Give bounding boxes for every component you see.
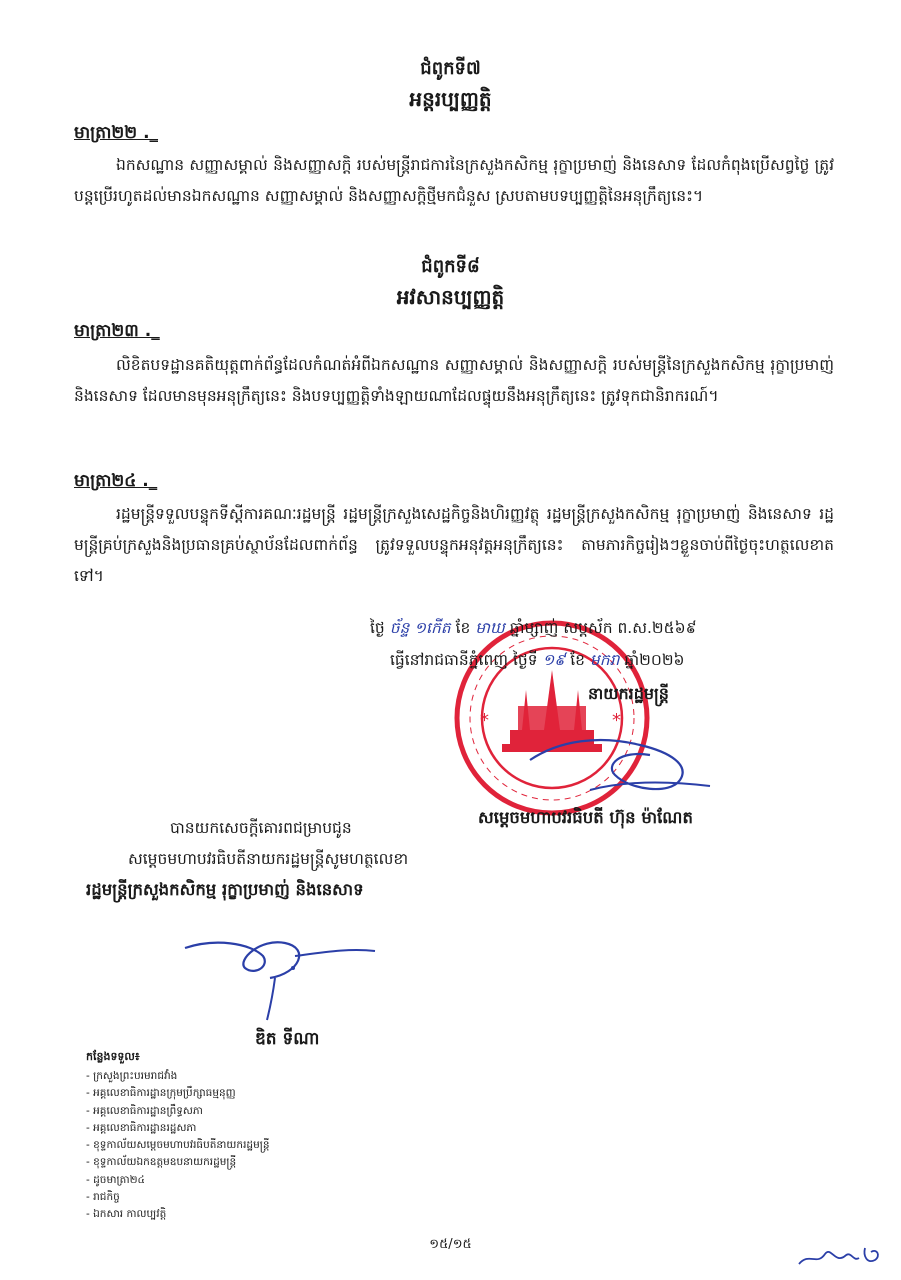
article23-text <box>74 350 834 412</box>
article22-body: ឯកសណ្ឋាន សញ្ញាសម្គាល់ និងសញ្ញាសក្តិ របស់មន្ត្រីរាជការនៃក្រសួងកសិកម្ម រុក្ខាប្រមាញ់ និងនេសាទ ដែលកំពុងប្រើសព្វថ្ងៃ ត្រូវបន្តប្រើរហូតដល់មានឯកសណ្ឋាន សញ្ញាសម្គាល់ និងសញ្ញាសក្តិថ្មីមកជំនួស ស្របតាមបទប្បញ្ញត្តិនៃអនុក្រឹត្យនេះ។ <box>74 156 834 205</box>
solar-date-handwritten-month: មករា <box>589 651 620 669</box>
article23-heading: មាត្រា២៣ ._ <box>74 321 160 341</box>
recipient-item: - ដូចមាត្រា២៤ <box>86 1173 145 1186</box>
recipient-item: - រាជកិច្ច <box>86 1191 120 1204</box>
pm-title: នាយករដ្ឋមន្ត្រី <box>588 684 669 703</box>
minister-submission-line1: បានយកសេចក្តីគោរពជម្រាបជូន <box>170 819 352 837</box>
svg-text:*: * <box>612 710 621 731</box>
recipient-item: - ខុទ្ទកាល័យសម្តេចមហាបវរធិបតីនាយករដ្ឋមន្ត្រី <box>86 1139 270 1152</box>
solar-date-line <box>390 650 685 673</box>
recipients-title: កន្លែងទទួល៖ <box>86 1050 140 1063</box>
solar-date-mid: ខែ <box>570 651 585 669</box>
minister-name: ឌិត ទីណា <box>255 1029 320 1049</box>
recipient-item: - ខុទ្ទកាល័យឯកឧត្តមឧបនាយករដ្ឋមន្ត្រី <box>86 1156 237 1169</box>
recipient-item: - អគ្គលេខាធិការដ្ឋានព្រឹទ្ធសភា <box>86 1104 203 1117</box>
lunar-date-line <box>370 618 697 641</box>
lunar-date-mid: ខែ <box>455 619 471 637</box>
chapter7-subtitle: អន្តរប្បញ្ញត្តិ <box>409 87 492 111</box>
solar-date-prefix: ធ្វើនៅរាជធានីភ្នំពេញ ថ្ងៃទី <box>390 651 538 669</box>
minister-submission-line2: សម្តេចមហាបវរធិបតីនាយករដ្ឋមន្ត្រីសូមហត្ថលេខា <box>128 850 409 868</box>
article24-body: រដ្ឋមន្ត្រីទទួលបន្ទុកទីស្តីការគណៈរដ្ឋមន្ត្រី រដ្ឋមន្ត្រីក្រសួងសេដ្ឋកិច្ចនិងហិរញ្ញវត្ថុ រដ្ឋមន្ត្រីក្រសួងកសិកម្ម រុក្ខាប្រមាញ់ និងនេសាទ រដ្ឋមន្ត្រីគ្រប់ក្រសួងនិងប្រធានគ្រប់ស្ថាប័នដែលពាក់ព័ន្ធ ត្រូវទទួលបន្ទុកអនុវត្តអនុក្រឹត្យនេះ តាមភារកិច្ចរៀងៗខ្លួនចាប់ពីថ្ងៃចុះហត្ថលេខាតទៅ។ <box>74 505 834 585</box>
article22-heading: មាត្រា២២ ._ <box>74 123 159 143</box>
svg-text:*: * <box>480 710 489 731</box>
recipients-list <box>86 1068 270 1224</box>
solar-date-handwritten-day: ១៩ <box>542 651 566 669</box>
article23-body: លិខិតបទដ្ឋានគតិយុត្តពាក់ព័ន្ធដែលកំណត់អំពីឯកសណ្ឋាន សញ្ញាសម្គាល់ និងសញ្ញាសក្តិ របស់មន្ត្រីនៃក្រសួងកសិកម្ម រុក្ខាប្រមាញ់ និងនេសាទ ដែលមានមុនអនុក្រឹត្យនេះ និងបទប្បញ្ញត្តិទាំងឡាយណាដែលផ្ទុយនឹងអនុក្រឹត្យនេះ ត្រូវទុកជានិរាករណ៍។ <box>74 356 834 405</box>
article24-text <box>74 499 834 592</box>
recipient-item: - អគ្គលេខាធិការដ្ឋានរដ្ឋសភា <box>86 1121 197 1134</box>
chapter8-subtitle: អវសានប្បញ្ញត្តិ <box>396 285 505 309</box>
page-number: ១៥/១៥ <box>429 1237 472 1252</box>
article22-text <box>74 150 834 212</box>
lunar-date-handwritten-month: មាឃ <box>475 619 505 637</box>
recipient-item: - ក្រសួងព្រះបរមរាជវាំង <box>86 1070 178 1082</box>
solar-date-suffix: ឆ្នាំ២០២៦ <box>624 651 685 669</box>
lunar-date-handwritten-day: ច័ន្ទ ១កើត <box>389 619 451 637</box>
lunar-date-prefix: ថ្ងៃ <box>370 619 385 637</box>
chapter7-title: ជំពូកទី៧ <box>420 58 481 79</box>
initials-scribble <box>795 1242 885 1272</box>
article24-heading: មាត្រា២៤ ._ <box>74 471 158 491</box>
lunar-date-suffix: ឆ្នាំម្សាញ់ សប្តស័ក ព.ស.២៥៦៩ <box>509 619 697 637</box>
minister-signature <box>175 918 385 1028</box>
recipient-item: - ឯកសារ កាលប្បវត្តិ <box>86 1208 167 1221</box>
recipient-item: - អគ្គលេខាធិការដ្ឋានក្រុមប្រឹក្សាធម្មនុញ្ញ <box>86 1087 236 1100</box>
chapter8-title: ជំពូកទី៨ <box>421 256 480 277</box>
minister-title: រដ្ឋមន្ត្រីក្រសួងកសិកម្ម រុក្ខាប្រមាញ់ និងនេសាទ <box>86 880 364 899</box>
pm-signature <box>520 720 720 810</box>
pm-name: សម្តេចមហាបវរធិបតី ហ៊ុន ម៉ាណែត <box>478 808 693 827</box>
